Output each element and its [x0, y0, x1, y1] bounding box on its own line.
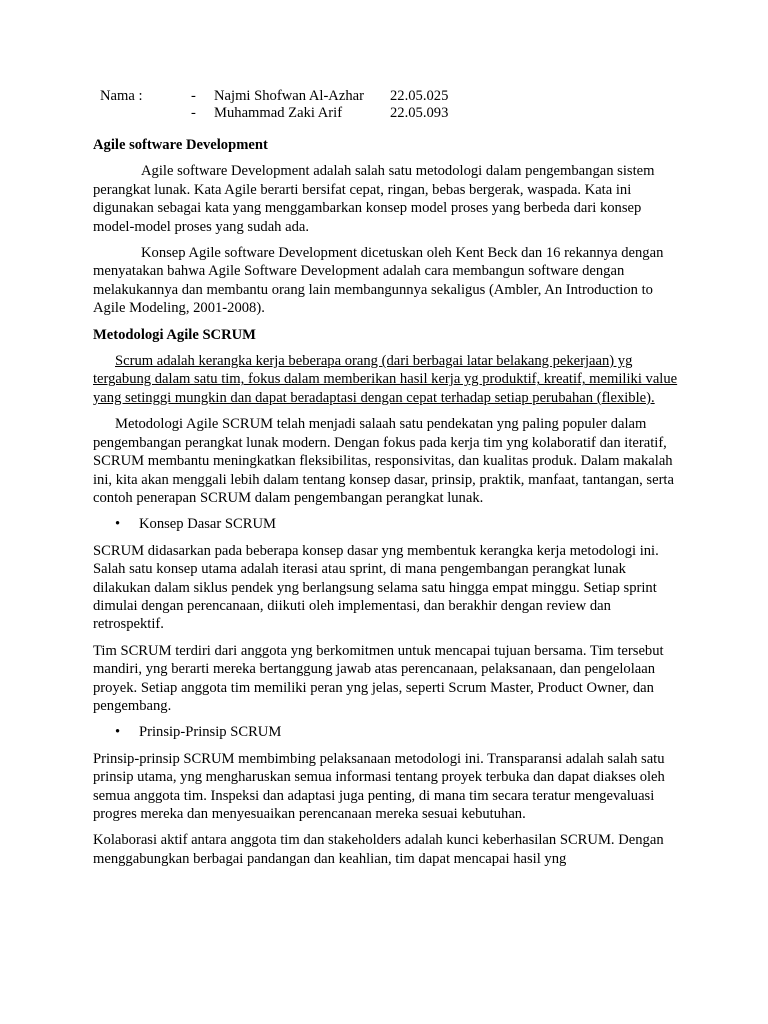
author-name: Najmi Shofwan Al-Azhar — [214, 88, 364, 104]
konsep-paragraph-2: Tim SCRUM terdiri dari anggota yng berkomitmen untuk mencapai tujuan bersama. Tim tersebut mandiri, yng berarti mereka bertanggung jawab atas perencanaan, pelaksanaan, dan pengelolaan proyek. Setiap anggota tim memiliki peran yng jelas, seperti Scrum Master, Product Owner, dan pengembang. — [93, 642, 664, 714]
bullet-icon: • — [115, 724, 121, 741]
scrum-paragraph-2: Metodologi Agile SCRUM telah menjadi salaah satu pendekatan yng paling populer dalam pengembangan perangkat lunak modern. Dengan fokus pada kerja tim yng kolaboratif dan iteratif, SCRUM membantu meningkatkan fleksibilitas, responsivitas, dan kualitas produk. Dalam makalah ini, kita akan menggali lebih dalam tentang konsep dasar, prinsip, praktik, manfaat, tantangan, serta contoh penerapan SCRUM dalam pengembangan perangkat lunak. — [93, 416, 674, 506]
agile-paragraph-2: Konsep Agile software Development dicetuskan oleh Kent Beck dan 16 rekannya dengan menyatakan bahwa Agile Software Development adalah cara membangun software dengan melakukannya dan membantu orang lain membangunnya sekaligus (Ambler, An Introduction to Agile Modeling, 2001-2008). — [93, 245, 664, 317]
author-nim: 22.05.025 — [390, 88, 449, 104]
agile-paragraph-1: Agile software Development adalah salah satu metodologi dalam pengembangan sistem perangkat lunak. Kata Agile berarti bersifat cepat, ringan, bebas bergerak, waspada. Kata ini digunakan sebagai kata yang menggambarkan konsep model proses yang berbeda dari konsep model-model proses yang sudah ada. — [93, 163, 655, 235]
bullet-prinsip-label: Prinsip-Prinsip SCRUM — [139, 724, 282, 741]
author-label: Nama : — [100, 88, 143, 104]
scrum-definition-text: Scrum adalah kerangka kerja beberapa orang (dari berbagai latar belakang pekerjaan) yg tergabung dalam satu tim, fokus dalam memberikan hasil kerja yg produktif, kreatif, memiliki value yang setinggi mungkin dan dapat beradaptasi dengan cepat terhadap setiap perubahan (flexible). — [93, 353, 678, 406]
bullet-konsep-label: Konsep Dasar SCRUM — [139, 516, 277, 533]
bullet-prinsip — [93, 723, 678, 741]
konsep-paragraph-1: SCRUM didasarkan pada beberapa konsep dasar yng membentuk kerangka kerja metodologi ini. Salah satu konsep utama adalah iterasi atau sprint, di mana pengembangan perangkat lunak dilakukan dalam siklus pendek yng berlangsung selama satu hingga empat minggu. Setiap sprint dimulai dengan perencanaan, diikuti oleh implementasi, dan berakhir dengan review dan retrospektif. — [93, 542, 659, 633]
scrum-definition-paragraph — [93, 352, 678, 407]
author-dash: - — [191, 105, 196, 121]
author-nim: 22.05.093 — [390, 105, 449, 121]
bullet-konsep-dasar — [93, 515, 678, 533]
agile-heading: Agile software Development — [93, 137, 268, 153]
prinsip-paragraph-2: Kolaborasi aktif antara anggota tim dan stakeholders adalah kunci keberhasilan SCRUM. Dengan menggabungkan berbagai pandangan dan keahlian, tim dapat mencapai hasil yng — [93, 832, 664, 867]
author-name: Muhammad Zaki Arif — [214, 105, 343, 121]
bullet-icon: • — [115, 516, 121, 533]
author-dash: - — [191, 88, 196, 104]
scrum-heading: Metodologi Agile SCRUM — [93, 326, 256, 343]
prinsip-paragraph-1: Prinsip-prinsip SCRUM membimbing pelaksanaan metodologi ini. Transparansi adalah salah satu prinsip utama, yng mengharuskan semua informasi tentang proyek terbuka dan dapat diakses oleh semua anggota tim. Inspeksi dan adaptasi juga penting, di mana tim secara teratur mengevaluasi progres mereka dan menyesuaikan perencanaan mereka sesuai kebutuhan. — [93, 750, 665, 822]
document-body — [93, 136, 678, 876]
